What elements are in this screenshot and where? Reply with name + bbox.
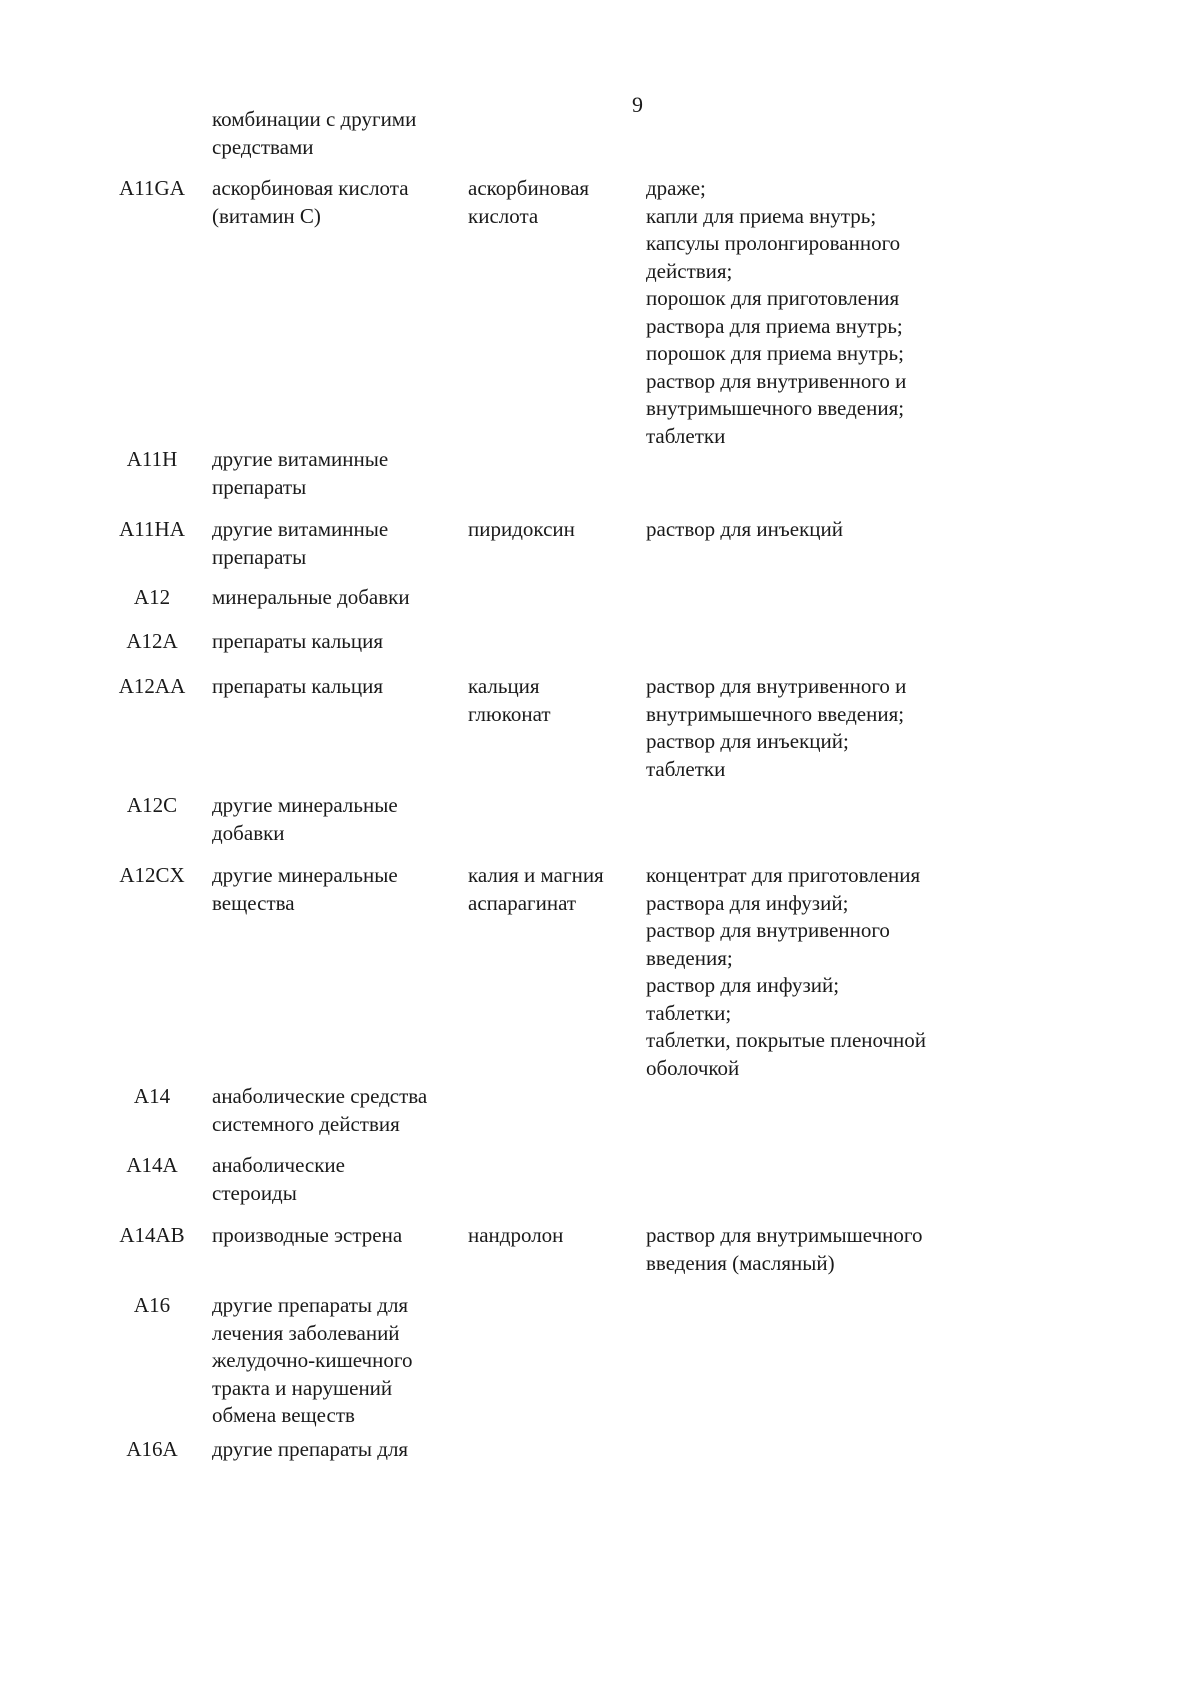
dosage-forms-line: внутримышечного введения; — [646, 396, 905, 420]
atc-code — [100, 1222, 204, 1250]
atc-code — [100, 862, 204, 890]
dosage-forms-line: оболочкой — [646, 1055, 740, 1080]
atc-code-text: A12A — [126, 629, 178, 653]
atc-code-text: A12 — [133, 585, 171, 609]
anatomical-therapeutic-group-line: другие витаминные — [212, 447, 389, 471]
dosage-forms-line: таблетки — [646, 756, 726, 781]
anatomical-therapeutic-group-line: вещества — [212, 890, 295, 915]
dosage-forms — [646, 516, 986, 544]
medicinal-product-line: аспарагинат — [468, 890, 577, 915]
atc-code — [100, 584, 204, 612]
anatomical-therapeutic-group-line: обмена веществ — [212, 1403, 355, 1427]
anatomical-therapeutic-group-line: препараты — [212, 544, 307, 569]
atc-code-text: A12CX — [119, 863, 185, 887]
medicinal-product — [468, 1222, 648, 1250]
dosage-forms — [646, 175, 986, 450]
dosage-forms-line: раствор для инъекций — [646, 517, 843, 541]
anatomical-therapeutic-group-line: другие минеральные — [212, 793, 398, 817]
dosage-forms-line: капсулы пролонгированного — [646, 231, 901, 255]
dosage-forms-line: таблетки; — [646, 1000, 732, 1025]
anatomical-therapeutic-group-line: другие препараты для — [212, 1437, 409, 1461]
atc-code-text: A16A — [126, 1437, 178, 1461]
atc-code — [100, 446, 204, 474]
anatomical-therapeutic-group-line: тракта и нарушений — [212, 1375, 393, 1400]
anatomical-therapeutic-group — [212, 516, 462, 571]
dosage-forms-line: раствор для внутривенного — [646, 918, 890, 942]
anatomical-therapeutic-group — [212, 1292, 462, 1430]
medicinal-product — [468, 673, 648, 728]
anatomical-therapeutic-group — [212, 446, 462, 501]
atc-code-text: A11GA — [119, 176, 185, 200]
atc-code — [100, 628, 204, 656]
medicinal-product-line: кислота — [468, 203, 539, 228]
atc-code-text: A12C — [126, 793, 178, 817]
atc-code — [100, 1436, 204, 1464]
anatomical-therapeutic-group-line: препараты кальция — [212, 629, 384, 653]
dosage-forms-line: капли для приема внутрь; — [646, 203, 877, 228]
dosage-forms-line: введения (масляный) — [646, 1250, 835, 1275]
anatomical-therapeutic-group — [212, 1222, 462, 1250]
atc-code-text: A14A — [126, 1153, 178, 1177]
medicinal-product-line: аскорбиновая — [468, 176, 590, 200]
anatomical-therapeutic-group-line: (витамин C) — [212, 203, 321, 228]
anatomical-therapeutic-group-line: анаболические — [212, 1153, 345, 1177]
medicinal-product — [468, 862, 648, 917]
dosage-forms-line: раствор для инфузий; — [646, 973, 840, 997]
dosage-forms-line: внутримышечного введения; — [646, 701, 905, 726]
anatomical-therapeutic-group-line: желудочно-кишечного — [212, 1348, 413, 1372]
dosage-forms-line: раствор для внутримышечного — [646, 1223, 923, 1247]
dosage-forms-line: раствор для внутривенного и — [646, 674, 907, 698]
dosage-forms-line: действия; — [646, 258, 733, 283]
anatomical-therapeutic-group-line: другие минеральные — [212, 863, 398, 887]
anatomical-therapeutic-group-line: стероиды — [212, 1180, 297, 1205]
anatomical-therapeutic-group-line: другие препараты для — [212, 1293, 409, 1317]
anatomical-therapeutic-group-line: производные эстрена — [212, 1223, 403, 1247]
dosage-forms-line: таблетки — [646, 423, 726, 448]
atc-code — [100, 175, 204, 203]
atc-code — [100, 1292, 204, 1320]
atc-code — [100, 1083, 204, 1111]
atc-code-text: A14AB — [119, 1223, 185, 1247]
dosage-forms-line: порошок для приготовления — [646, 286, 900, 310]
atc-code-text: A14 — [133, 1084, 171, 1108]
anatomical-therapeutic-group-line: другие витаминные — [212, 517, 389, 541]
dosage-forms-line: таблетки, покрытые пленочной — [646, 1028, 927, 1052]
dosage-forms-line: раствор для инъекций; — [646, 729, 849, 753]
dosage-forms-line: драже; — [646, 176, 706, 200]
anatomical-therapeutic-group-line: комбинации с другими — [212, 107, 417, 131]
anatomical-therapeutic-group-line: аскорбиновая кислота — [212, 176, 409, 200]
medicinal-product-line: калия и магния — [468, 863, 604, 887]
anatomical-therapeutic-group — [212, 1152, 462, 1207]
atc-code-text: A12AA — [118, 674, 186, 698]
dosage-forms-line: порошок для приема внутрь; — [646, 341, 904, 365]
dosage-forms-line: раствора для инфузий; — [646, 890, 849, 915]
atc-code — [100, 1152, 204, 1180]
anatomical-therapeutic-group-line: препараты — [212, 474, 307, 499]
atc-code-text: A11H — [126, 447, 178, 471]
medicinal-product-line: кальция — [468, 674, 540, 698]
anatomical-therapeutic-group-line: препараты кальция — [212, 674, 384, 698]
atc-code — [100, 792, 204, 820]
anatomical-therapeutic-group — [212, 175, 462, 230]
anatomical-therapeutic-group — [212, 1083, 462, 1138]
anatomical-therapeutic-group — [212, 584, 462, 612]
dosage-forms-line: раствора для приема внутрь; — [646, 313, 903, 338]
dosage-forms-line: концентрат для приготовления — [646, 863, 921, 887]
anatomical-therapeutic-group — [212, 106, 462, 161]
medicinal-product — [468, 175, 648, 230]
anatomical-therapeutic-group-line: средствами — [212, 134, 314, 159]
dosage-forms — [646, 1222, 986, 1277]
medicinal-product — [468, 516, 648, 544]
anatomical-therapeutic-group-line: добавки — [212, 820, 285, 845]
atc-code — [100, 673, 204, 701]
medicinal-product-line: глюконат — [468, 701, 551, 726]
anatomical-therapeutic-group-line: лечения заболеваний — [212, 1320, 400, 1345]
page-number: 9 — [632, 92, 643, 117]
medicinal-product-line: пиридоксин — [468, 517, 575, 541]
anatomical-therapeutic-group-line: минеральные добавки — [212, 585, 410, 609]
anatomical-therapeutic-group — [212, 1436, 462, 1464]
anatomical-therapeutic-group — [212, 673, 462, 701]
anatomical-therapeutic-group — [212, 862, 462, 917]
dosage-forms-line: раствор для внутривенного и — [646, 368, 907, 393]
anatomical-therapeutic-group — [212, 792, 462, 847]
anatomical-therapeutic-group-line: анаболические средства — [212, 1084, 428, 1108]
anatomical-therapeutic-group — [212, 628, 462, 656]
atc-code-text: A11HA — [119, 517, 185, 541]
dosage-forms — [646, 673, 986, 783]
dosage-forms-line: введения; — [646, 945, 733, 970]
atc-code-text: A16 — [133, 1293, 171, 1317]
medicinal-product-line: нандролон — [468, 1223, 564, 1247]
dosage-forms — [646, 862, 986, 1082]
anatomical-therapeutic-group-line: системного действия — [212, 1111, 400, 1136]
atc-code — [100, 516, 204, 544]
